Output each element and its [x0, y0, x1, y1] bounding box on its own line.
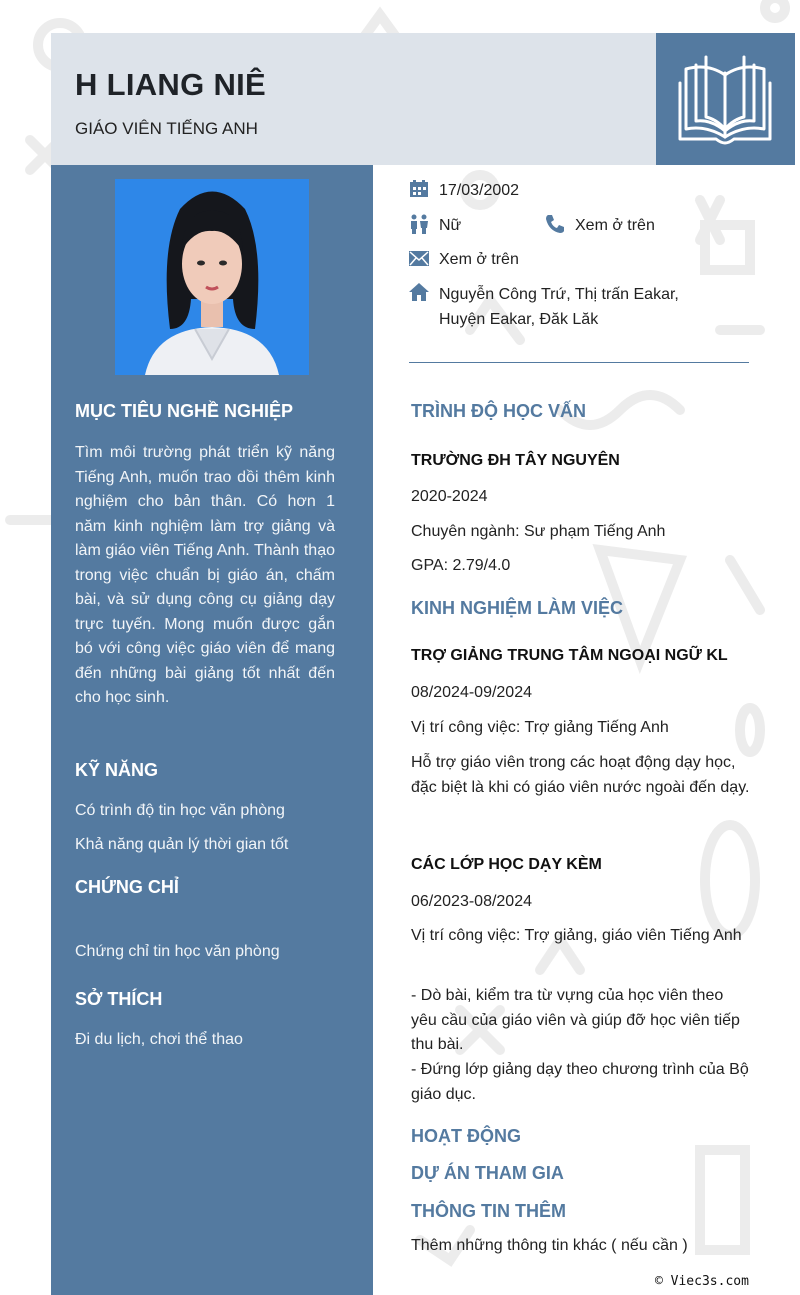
job-2-description-2: - Đứng lớp giảng dạy theo chương trình của Bộ giáo dục. [411, 1061, 749, 1103]
job-2-period: 06/2023-08/2024 [411, 893, 532, 910]
job-2-title: CÁC LỚP HỌC DẠY KÈM [411, 856, 602, 873]
phone: Xem ở trên [575, 217, 655, 234]
job-1-description: Hỗ trợ giáo viên trong các hoạt động dạy học, đặc biệt là khi có giáo viên nước ngoài đến dạy. [411, 754, 750, 796]
skills-title: KỸ NĂNG [75, 760, 159, 780]
gender-icon [409, 214, 429, 234]
portrait-illustration [115, 179, 309, 375]
job-title: GIÁO VIÊN TIẾNG ANH [75, 119, 258, 138]
home-icon [409, 283, 429, 301]
education-gpa: GPA: 2.79/4.0 [411, 557, 511, 574]
calendar-icon [409, 180, 429, 198]
candidate-name: H LIANG NIÊ [75, 67, 267, 102]
header-icon-box [656, 33, 795, 165]
job-2-role: Vị trí công việc: Trợ giảng, giáo viên Tiếng Anh [411, 927, 742, 944]
job-2-description-1: - Dò bài, kiểm tra từ vựng của học viên theo yêu cầu của giáo viên và giúp đỡ học viên tiếp thu bài. [411, 987, 740, 1053]
sidebar [51, 165, 373, 1295]
certificate-item: Chứng chỉ tin học văn phòng [75, 943, 280, 960]
hobby-item: Đi du lịch, chơi thể thao [75, 1031, 243, 1048]
job-1-period: 08/2024-09/2024 [411, 684, 532, 701]
email-icon [409, 251, 429, 266]
extra-info-text: Thêm những thông tin khác ( nếu cần ) [411, 1237, 688, 1254]
certificate-title: CHỨNG CHỈ [75, 877, 179, 897]
job-1-role: Vị trí công việc: Trợ giảng Tiếng Anh [411, 719, 669, 736]
main-content [373, 165, 800, 1295]
footer-watermark: © Viec3s.com [655, 1274, 749, 1289]
phone-icon [545, 214, 565, 234]
address-line-2: Huyện Eakar, Đăk Lăk [439, 311, 599, 328]
activities-title: HOẠT ĐỘNG [411, 1126, 521, 1146]
job-1-title: TRỢ GIẢNG TRUNG TÂM NGOẠI NGỮ KL [411, 647, 728, 664]
divider [409, 362, 749, 363]
book-icon [656, 33, 795, 165]
hobby-title: SỞ THÍCH [75, 989, 163, 1009]
birthday: 17/03/2002 [439, 182, 520, 199]
gender: Nữ [439, 217, 462, 234]
school-name: TRƯỜNG ĐH TÂY NGUYÊN [411, 452, 620, 469]
objective-text: Tìm môi trường phát triển kỹ năng Tiếng Anh, muốn trao dồi thêm kinh nghiệm cho bản thân. Có hơn 1 năm kinh nghiệm làm trợ giảng và làm giáo viên Tiếng Anh. Thành thạo trong việc chuẩn bị giáo án, chấm bài, và sử dụng công cụ giảng dạy trực tuyến. Mong muốn được gắn bó với công việc giáo viên để mang đến những bài giảng tốt nhất đến cho học sinh. [75, 444, 335, 706]
skill-item: Có trình độ tin học văn phòng [75, 802, 285, 819]
education-major: Chuyên ngành: Sư phạm Tiếng Anh [411, 523, 666, 540]
skill-item: Khả năng quản lý thời gian tốt [75, 836, 289, 853]
objective-title: MỤC TIÊU NGHỀ NGHIỆP [75, 401, 294, 421]
header [51, 33, 656, 165]
email: Xem ở trên [439, 251, 519, 268]
projects-title: DỰ ÁN THAM GIA [411, 1163, 564, 1183]
extra-info-title: THÔNG TIN THÊM [411, 1201, 566, 1221]
education-title: TRÌNH ĐỘ HỌC VẤN [411, 401, 586, 421]
profile-photo [115, 179, 309, 375]
education-period: 2020-2024 [411, 488, 488, 505]
experience-title: KINH NGHIỆM LÀM VIỆC [411, 598, 624, 618]
address-line-1: Nguyễn Công Trứ, Thị trấn Eakar, [439, 286, 679, 303]
